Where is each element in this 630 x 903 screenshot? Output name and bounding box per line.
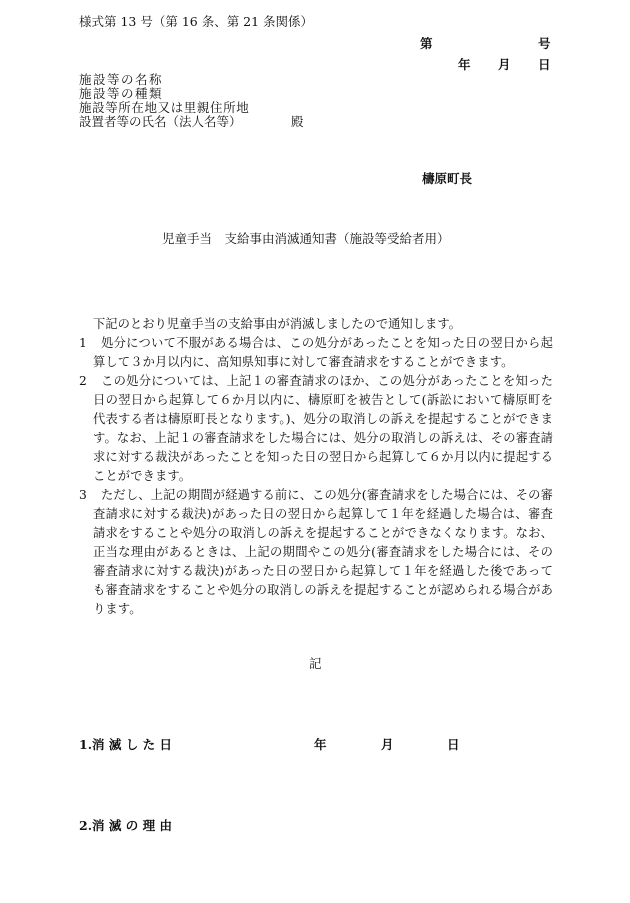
extinction-date-day: 日	[447, 737, 460, 752]
item-number: 1	[79, 336, 87, 350]
item-number: 2	[79, 374, 87, 388]
extinction-reason-label: 2.消 滅 の 理 由	[79, 818, 172, 833]
facility-type-label: 施設等の種類	[79, 86, 164, 101]
notice-item-1	[79, 334, 553, 372]
item-number: 3	[79, 488, 87, 502]
item-text: 処分について不服がある場合は、この処分があったことを知った日の翌日から起算して３か月以内に、高知県知事に対して審査請求をすることができます。	[93, 336, 553, 369]
notice-body	[79, 315, 553, 619]
sender-title: 檮原町長	[422, 171, 473, 186]
extinction-date-month: 月	[381, 737, 394, 752]
facility-address-label: 施設等所在地又は里親住所地	[79, 100, 250, 115]
notice-item-3	[79, 486, 553, 619]
extinction-date-label: 1.消 滅 し た 日	[79, 737, 172, 752]
item-text: この処分については、上記１の審査請求のほか、この処分があったことを知った日の翌日から起算して６か月以内に、檮原町を被告として(訴訟において檮原町を代表する者は檮原町長となります。)、処分の取消しの訴えを提起することができます。なお、上記１の審査請求をした場合には、処分の取消しの訴えは、その審査請求に対する裁決があったことを知った日の翌日から起算して６か月以内に提起することができます。	[93, 374, 553, 483]
issue-date-year: 年	[458, 57, 471, 72]
intro-paragraph: 下記のとおり児童手当の支給事由が消滅しましたので通知します。	[93, 317, 461, 331]
honorific: 殿	[291, 114, 304, 129]
ki-marker: 記	[309, 656, 322, 671]
extinction-date-year: 年	[314, 737, 327, 752]
issue-date-month: 月	[498, 57, 511, 72]
notice-item-2	[79, 372, 553, 486]
document-title: 児童手当 支給事由消滅通知書（施設等受給者用）	[162, 231, 450, 246]
issue-date-day: 日	[538, 57, 551, 72]
form-number-label: 様式第 13 号（第 16 条、第 21 条関係）	[79, 14, 314, 29]
document-number-suffix: 号	[538, 36, 551, 51]
founder-name-label: 設置者等の氏名（法人名等）	[79, 114, 242, 129]
facility-name-label: 施設等の名称	[79, 72, 164, 87]
document-number-prefix: 第	[420, 36, 433, 51]
item-text: ただし、上記の期間が経過する前に、この処分(審査請求をした場合には、その審査請求に対する裁決)があった日の翌日から起算して１年を経過した場合は、審査請求をすることや処分の取消しの訴えを提起することができなくなります。なお、正当な理由があるときは、上記の期間やこの処分(審査請求をした場合には、その審査請求に対する裁決)があった日の翌日から起算して１年を経過した後であっても審査請求をすることや処分の取消しの訴えを提起することが認められる場合があります。	[93, 488, 553, 616]
